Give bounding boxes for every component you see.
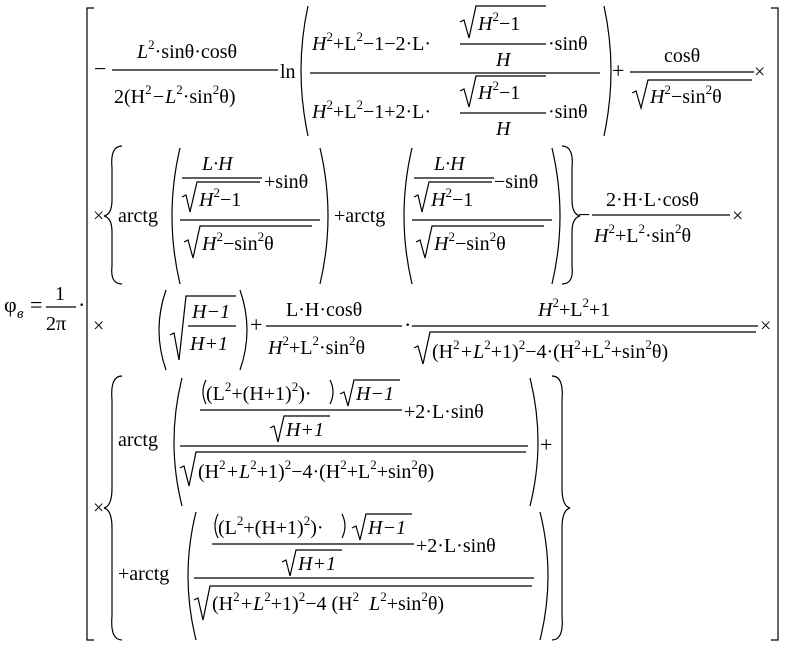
row-2 xyxy=(93,146,743,284)
arctg1-left-paren xyxy=(172,148,180,284)
row3-dot: · xyxy=(404,312,412,337)
row4-times: × xyxy=(93,497,105,519)
f4-numerator: L·H·cosθ xyxy=(286,299,363,321)
row2-plus-arctg2: +arctg xyxy=(334,205,386,227)
row3-left-paren xyxy=(159,290,166,370)
arctg2-left-paren xyxy=(404,148,412,284)
f4-denominator: $H^2+L^2\cdot\sin^2\theta$ xyxy=(268,333,366,359)
row2-times: × xyxy=(93,205,105,227)
ln-bot-inner-den: H xyxy=(496,118,511,140)
f3-denominator: $H^2+L^2\cdot\sin^2\theta$ xyxy=(594,221,692,247)
row1-minus: − xyxy=(94,56,107,81)
arctg1-right-paren xyxy=(320,148,328,284)
row5-plus-arctg: +arctg xyxy=(118,563,170,585)
row5-numA: $(L^2+(H+1)^2)\cdot$ xyxy=(218,513,324,539)
a1-inner-radicand: $H^2-1$ xyxy=(199,185,242,211)
ln-bot-left: $H^2+L^2-1+2\cdot L\cdot$ xyxy=(312,97,432,123)
phi-subscript: в xyxy=(17,306,24,322)
row4-num-right-paren xyxy=(330,380,333,404)
ln-right-paren xyxy=(604,6,611,136)
a2-minus-sin: −sinθ xyxy=(494,171,539,193)
row5-num-radicand: H−1 xyxy=(368,517,406,539)
row5-right-paren xyxy=(540,512,548,640)
row4-plus-2Lsin: +2·L·sinθ xyxy=(404,401,484,423)
f1-denominator: $2(H^2-L^2\cdot\sin^2\theta)$ xyxy=(114,82,236,108)
lhs xyxy=(4,283,85,335)
row4-den-radicand: $(H^2+L^2+1)^2-4\cdot(H^2+L^2+\sin^2\theta)$ xyxy=(198,457,435,483)
row-5 xyxy=(118,512,548,640)
ln-top-inner-den: H xyxy=(496,49,511,71)
row4-right-paren xyxy=(530,378,538,506)
coef-denominator: 2π xyxy=(46,313,67,335)
row4-left-paren xyxy=(174,378,182,506)
phi-symbol: φ xyxy=(4,292,17,317)
row5-plus-2Lsin: +2·L·sinθ xyxy=(416,535,496,557)
f5-numerator: $H^2+L^2+1$ xyxy=(538,295,611,321)
row3-plus: + xyxy=(250,312,263,337)
outer-right-bracket xyxy=(771,8,778,640)
a1-inner-num: L·H xyxy=(202,153,233,175)
row2-arctg1: arctg xyxy=(118,205,158,227)
row1-times: × xyxy=(754,61,766,83)
equals-sign: = xyxy=(30,292,43,317)
rows45-left-brace xyxy=(104,376,122,640)
a2-inner-num: L·H xyxy=(434,153,465,175)
ln-top-right: ·sinθ xyxy=(548,33,588,55)
row1-plus: + xyxy=(612,58,625,83)
a1-den-radicand: $H^2-\sin^2\theta$ xyxy=(202,229,274,255)
row2-minus: − xyxy=(578,202,591,227)
a2-inner-radicand: $H^2-1$ xyxy=(431,185,474,211)
row4-inner-den: H+1 xyxy=(286,419,324,441)
row4-num-radicand: H−1 xyxy=(356,383,394,405)
ln-function: ln xyxy=(280,61,296,83)
coef-dot: · xyxy=(78,292,86,317)
f2-radicand: $H^2-\sin^2\theta$ xyxy=(650,82,722,108)
ln-top-left: $H^2+L^2-1-2\cdot L\cdot$ xyxy=(312,29,432,55)
row5-left-paren xyxy=(188,512,196,640)
row5-den-radicand: $(H^2+L^2+1)^2-4$ ($H^2$ $L^2+\sin^2\theta$) xyxy=(212,589,445,615)
row3-times-arctg: × xyxy=(93,315,105,337)
a2-den-radicand: $H^2-\sin^2\theta$ xyxy=(434,229,506,255)
rows45-right-brace xyxy=(552,376,570,640)
row4-arctg: arctg xyxy=(118,429,158,451)
row-1 xyxy=(94,6,765,140)
f5-radicand: $(H^2+L^2+1)^2-4\cdot(H^2+L^2+\sin^2\theta)$ xyxy=(432,337,669,363)
arctg2-right-paren xyxy=(552,148,560,284)
f2-numerator: cosθ xyxy=(664,45,701,67)
row3-times-end: × xyxy=(760,315,772,337)
row4-plus-end: + xyxy=(540,432,553,457)
row-3 xyxy=(93,290,771,370)
ln-top-radicand: $H^2-1$ xyxy=(478,9,521,35)
row-4 xyxy=(118,378,552,506)
f3-numerator: 2·H·L·cosθ xyxy=(606,189,699,211)
row5-num-right-paren xyxy=(342,514,345,538)
row2-times-end: × xyxy=(732,205,744,227)
ln-left-paren xyxy=(301,6,308,136)
a1-plus-sin: +sinθ xyxy=(264,171,309,193)
row3-rad-den: H+1 xyxy=(190,333,228,355)
row3-right-paren xyxy=(240,290,247,370)
coef-numerator: 1 xyxy=(55,283,65,305)
ln-bot-radicand: $H^2-1$ xyxy=(478,78,521,104)
row5-inner-den: H+1 xyxy=(298,553,336,575)
f1-numerator: $L^2\cdot\sin\theta\cdot\cos\theta$ xyxy=(137,37,238,63)
row3-rad-num: H−1 xyxy=(192,301,230,323)
row4-numA: $(L^2+(H+1)^2)\cdot$ xyxy=(206,379,312,405)
ln-bot-right: ·sinθ xyxy=(548,101,588,123)
